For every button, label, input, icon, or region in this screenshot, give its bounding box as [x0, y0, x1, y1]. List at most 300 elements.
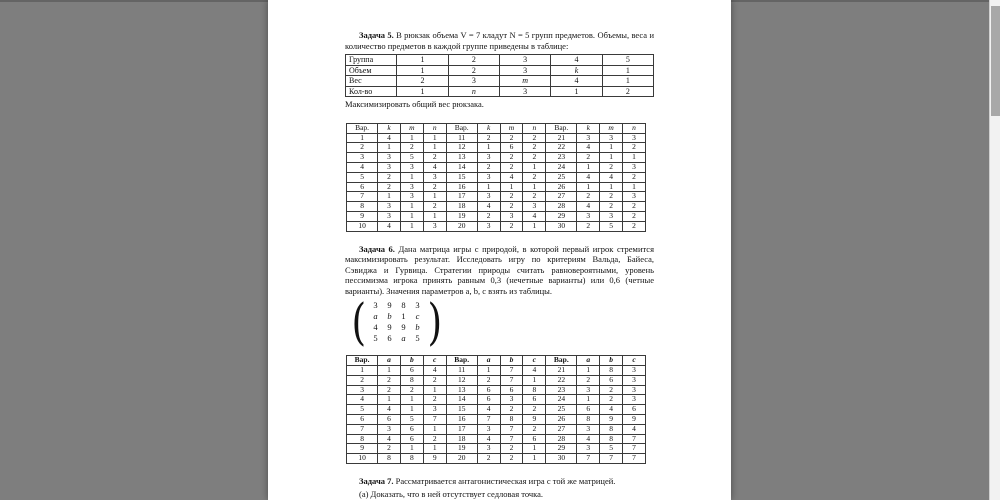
table-cell: 7: [500, 434, 523, 444]
table-header-row: [347, 123, 646, 133]
table-cell: 4: [577, 143, 600, 153]
table-cell: 8: [523, 385, 546, 395]
table-cell: 2: [378, 375, 401, 385]
table-cell: c: [623, 356, 646, 366]
table-cell: 1: [623, 153, 646, 163]
scrollbar-thumb[interactable]: [991, 6, 1000, 116]
table-cell: 2: [623, 172, 646, 182]
table-cell: 4: [500, 172, 523, 182]
table-cell: Вар.: [347, 123, 378, 133]
table-cell: 2: [600, 385, 623, 395]
table-cell: 2: [523, 424, 546, 434]
table-cell: 3: [477, 172, 500, 182]
table-cell: 17: [446, 424, 477, 434]
table-cell: 7: [347, 192, 378, 202]
table-cell: 8: [500, 414, 523, 424]
table-cell: 28: [546, 202, 577, 212]
table-cell: 2: [523, 153, 546, 163]
table-cell: 1: [600, 182, 623, 192]
table-cell: 2: [577, 192, 600, 202]
table-header-row: [347, 356, 646, 366]
table-cell: 2: [423, 182, 446, 192]
table-cell: 9: [623, 414, 646, 424]
table-cell: 7: [623, 434, 646, 444]
table-cell: 3: [577, 424, 600, 434]
table-cell: 2: [623, 221, 646, 231]
matrix-left-paren: (: [351, 293, 367, 352]
table-cell: 20: [446, 454, 477, 464]
table-cell: 6: [623, 405, 646, 415]
table-cell: 3: [577, 212, 600, 222]
table-cell: 8: [600, 424, 623, 434]
table-cell: 1: [602, 65, 653, 76]
table-cell: 26: [546, 182, 577, 192]
table-row: [347, 153, 646, 163]
table-cell: 9: [387, 300, 392, 311]
table-cell: 4: [600, 172, 623, 182]
table-row: [347, 172, 646, 182]
table-cell: 30: [546, 454, 577, 464]
table-cell: 1: [423, 385, 446, 395]
table-cell: 29: [546, 444, 577, 454]
table-cell: 2: [500, 454, 523, 464]
task6-paragraph: [345, 244, 654, 297]
table-cell: 3: [600, 212, 623, 222]
table-cell: 6: [400, 365, 423, 375]
table-cell: 1: [423, 133, 446, 143]
table-cell: 12: [446, 375, 477, 385]
table-cell: 6: [500, 385, 523, 395]
table-row: [347, 143, 646, 153]
table-cell: 5: [347, 172, 378, 182]
table-cell: 18: [446, 434, 477, 444]
table-row: [346, 65, 654, 76]
matrix-right-paren: ): [426, 293, 442, 352]
table-row: [347, 414, 646, 424]
table-row: [347, 365, 646, 375]
table-cell: 3: [477, 444, 500, 454]
table-cell: 3: [623, 365, 646, 375]
table-cell: 4: [600, 405, 623, 415]
table-cell: 3: [378, 212, 401, 222]
table-cell: k: [577, 123, 600, 133]
table-cell: 21: [546, 133, 577, 143]
table-cell: 1: [500, 182, 523, 192]
table-cell: 9: [347, 444, 378, 454]
table-cell: 5: [400, 153, 423, 163]
table-cell: 9: [387, 322, 392, 333]
table-cell: 2: [623, 212, 646, 222]
table-cell: 7: [500, 424, 523, 434]
table-cell: 6: [400, 424, 423, 434]
table-cell: 11: [446, 365, 477, 375]
table-cell: 30: [546, 221, 577, 231]
table-row: [369, 322, 425, 333]
table-cell: 19: [446, 444, 477, 454]
table-cell: 3: [477, 221, 500, 231]
table-cell: 1: [423, 192, 446, 202]
table-cell: 15: [446, 172, 477, 182]
table-cell: 1: [523, 163, 546, 173]
table-cell: a: [378, 356, 401, 366]
table-cell: 4: [551, 76, 602, 87]
table-cell: 5: [415, 333, 420, 344]
table-cell: Кол-во: [346, 86, 397, 97]
table-cell: 2: [500, 153, 523, 163]
task5-paragraph: [345, 30, 654, 51]
table-cell: 29: [546, 212, 577, 222]
table-cell: 7: [623, 454, 646, 464]
table-cell: 4: [577, 434, 600, 444]
table-cell: m: [600, 123, 623, 133]
table-cell: 19: [446, 212, 477, 222]
table-row: [347, 133, 646, 143]
table-cell: 1: [400, 395, 423, 405]
table-cell: 2: [477, 375, 500, 385]
table-cell: 2: [477, 133, 500, 143]
table-cell: b: [600, 356, 623, 366]
table-cell: 8: [577, 414, 600, 424]
table-cell: 2: [423, 395, 446, 405]
table-cell: 2: [477, 212, 500, 222]
table-cell: 2: [423, 202, 446, 212]
table-cell: 4: [347, 163, 378, 173]
table-cell: 1: [423, 143, 446, 153]
table-cell: 4: [378, 434, 401, 444]
table-cell: 7: [347, 424, 378, 434]
table-row: [347, 405, 646, 415]
table-cell: 9: [347, 212, 378, 222]
table-cell: 4: [577, 172, 600, 182]
table-cell: 1: [577, 365, 600, 375]
task5-footer: Максимизировать общий вес рюкзака.: [345, 99, 484, 110]
table-cell: 7: [577, 454, 600, 464]
table-cell: 2: [500, 221, 523, 231]
table-cell: 5: [602, 55, 653, 66]
table-cell: 2: [423, 375, 446, 385]
table-cell: 24: [546, 395, 577, 405]
table-cell: Вар.: [546, 356, 577, 366]
table-cell: 2: [397, 76, 448, 87]
table-cell: 6: [387, 333, 392, 344]
table-cell: m: [499, 76, 550, 87]
table-cell: 2: [600, 192, 623, 202]
table-cell: 2: [623, 143, 646, 153]
table-cell: a: [577, 356, 600, 366]
table-cell: 2: [378, 385, 401, 395]
table-cell: 28: [546, 434, 577, 444]
table-cell: 6: [477, 395, 500, 405]
table-cell: 3: [378, 153, 401, 163]
table-cell: 2: [577, 153, 600, 163]
table-cell: 2: [347, 143, 378, 153]
table-cell: 25: [546, 405, 577, 415]
table-cell: 8: [347, 202, 378, 212]
table-cell: k: [477, 123, 500, 133]
table-cell: 20: [446, 221, 477, 231]
table-row: [347, 182, 646, 192]
table-row: [347, 385, 646, 395]
table-cell: 5: [600, 444, 623, 454]
table-cell: 1: [600, 153, 623, 163]
table-cell: c: [423, 356, 446, 366]
table-cell: 1: [397, 65, 448, 76]
table-cell: 3: [378, 163, 401, 173]
table-cell: 3: [499, 65, 550, 76]
table-cell: 3: [423, 405, 446, 415]
table-cell: 3: [623, 163, 646, 173]
table-cell: 6: [577, 405, 600, 415]
table-cell: 2: [477, 163, 500, 173]
table-cell: 23: [546, 385, 577, 395]
table-cell: 3: [373, 300, 378, 311]
table-cell: 3: [499, 55, 550, 66]
table-cell: 2: [523, 192, 546, 202]
table-cell: Вар.: [546, 123, 577, 133]
document-page: [268, 0, 731, 500]
matrix-values: [369, 300, 425, 344]
table-cell: 2: [523, 143, 546, 153]
table-cell: 8: [600, 434, 623, 444]
table-cell: c: [523, 356, 546, 366]
table-cell: 1: [423, 424, 446, 434]
table-cell: 1: [477, 143, 500, 153]
table-cell: 7: [623, 444, 646, 454]
table-cell: 3: [500, 395, 523, 405]
table-row: [347, 424, 646, 434]
table-cell: 1: [378, 365, 401, 375]
table-cell: 3: [477, 424, 500, 434]
table-cell: 26: [546, 414, 577, 424]
table-cell: 2: [602, 86, 653, 97]
table-cell: 21: [546, 365, 577, 375]
table-row: [346, 55, 654, 66]
table-cell: 25: [546, 172, 577, 182]
table-cell: 3: [577, 444, 600, 454]
table-cell: 3: [448, 76, 499, 87]
task7-subitem-a: (а) Доказать, что в ней отсутствует седловая точка.: [359, 489, 544, 500]
table-cell: 2: [523, 133, 546, 143]
table-cell: 4: [477, 202, 500, 212]
table-cell: 1: [347, 133, 378, 143]
table-cell: 1: [400, 212, 423, 222]
table-cell: 1: [378, 143, 401, 153]
table-cell: 16: [446, 182, 477, 192]
task5-variants-table: [346, 123, 646, 232]
table-cell: 2: [600, 202, 623, 212]
table-cell: 6: [378, 414, 401, 424]
table-cell: n: [623, 123, 646, 133]
table-row: [347, 163, 646, 173]
table-cell: 4: [423, 365, 446, 375]
table-cell: 1: [400, 221, 423, 231]
table-cell: 8: [347, 434, 378, 444]
table-cell: k: [551, 65, 602, 76]
table-cell: 2: [423, 434, 446, 444]
table-cell: 8: [400, 375, 423, 385]
table-cell: 8: [401, 300, 406, 311]
table-cell: 2: [577, 375, 600, 385]
table-cell: 1: [523, 444, 546, 454]
table-cell: b: [400, 356, 423, 366]
table-cell: 13: [446, 153, 477, 163]
table-cell: 7: [500, 375, 523, 385]
table-cell: 10: [347, 221, 378, 231]
table-cell: b: [415, 322, 420, 333]
table-cell: 1: [523, 182, 546, 192]
table-cell: 3: [623, 192, 646, 202]
table-cell: 6: [600, 375, 623, 385]
table-cell: 2: [400, 143, 423, 153]
table-cell: 14: [446, 395, 477, 405]
table-cell: 22: [546, 143, 577, 153]
table-cell: 14: [446, 163, 477, 173]
table-cell: 2: [523, 405, 546, 415]
table-cell: 1: [523, 221, 546, 231]
table-cell: 3: [600, 133, 623, 143]
table-cell: 3: [623, 395, 646, 405]
table-cell: 3: [523, 202, 546, 212]
table-cell: 6: [500, 143, 523, 153]
table-cell: 3: [347, 153, 378, 163]
task7-text: Рассматривается антагонистическая игра с той же матрицей.: [393, 475, 616, 486]
table-cell: m: [500, 123, 523, 133]
table-cell: 4: [373, 322, 378, 333]
table-cell: 11: [446, 133, 477, 143]
task5-text: В рюкзак объема V = 7 кладут N = 5 групп предметов. Объемы, веса и количество предметов в каждой группе приведены в таблице:: [345, 30, 654, 51]
table-cell: 1: [423, 212, 446, 222]
table-cell: 2: [623, 202, 646, 212]
table-cell: 8: [600, 365, 623, 375]
table-cell: a: [373, 311, 378, 322]
table-cell: 7: [477, 414, 500, 424]
table-cell: 2: [600, 163, 623, 173]
table-cell: 1: [401, 311, 406, 322]
table-cell: 2: [500, 133, 523, 143]
table-cell: 7: [423, 414, 446, 424]
table-row: [347, 192, 646, 202]
table-cell: 5: [373, 333, 378, 344]
table-cell: 3: [415, 300, 420, 311]
table-cell: 2: [423, 153, 446, 163]
table-cell: 9: [423, 454, 446, 464]
table-cell: 9: [401, 322, 406, 333]
table-cell: 5: [600, 221, 623, 231]
table-row: [347, 444, 646, 454]
table-cell: 15: [446, 405, 477, 415]
table-cell: 3: [378, 424, 401, 434]
table-cell: 2: [378, 172, 401, 182]
table-cell: 6: [347, 414, 378, 424]
table-cell: 2: [500, 405, 523, 415]
table-cell: 3: [623, 133, 646, 143]
table-cell: 3: [623, 385, 646, 395]
task5-label: Задача 5.: [359, 30, 394, 40]
table-cell: 3: [400, 192, 423, 202]
table-cell: 4: [378, 221, 401, 231]
table-cell: 10: [347, 454, 378, 464]
table-cell: 2: [600, 395, 623, 405]
table-cell: 1: [600, 143, 623, 153]
table-cell: 24: [546, 163, 577, 173]
table-cell: c: [415, 311, 420, 322]
scrollbar-track[interactable]: [989, 0, 1000, 500]
table-cell: 3: [577, 385, 600, 395]
task6-text: Дана матрица игры с природой, в которой первый игрок стремится максимизировать результат. Исследовать игру по критериям Вальда, Байеса, Сэвиджа и Гурвица. Стратегии природы считать равновероятными, уровень пессимизма игрока принять равным 0,3 (нечетные варианты) или 0,6 (четные варианты). Значения параметров a, b, c взять из таблицы.: [345, 243, 654, 296]
table-cell: 2: [523, 172, 546, 182]
table-cell: 3: [423, 172, 446, 182]
table-cell: 1: [523, 375, 546, 385]
table-row: [369, 311, 425, 322]
table-cell: n: [423, 123, 446, 133]
table-cell: 2: [500, 444, 523, 454]
table-row: [347, 375, 646, 385]
table-cell: 3: [477, 153, 500, 163]
table-cell: 1: [347, 365, 378, 375]
table-cell: 6: [400, 434, 423, 444]
table-cell: 3: [477, 192, 500, 202]
task6-label: Задача 6.: [359, 243, 395, 254]
table-cell: 6: [523, 395, 546, 405]
task5-parameters-table: [345, 54, 654, 97]
table-cell: 8: [400, 454, 423, 464]
table-cell: Вар.: [347, 356, 378, 366]
table-cell: 4: [477, 434, 500, 444]
table-cell: 23: [546, 153, 577, 163]
table-cell: 1: [400, 172, 423, 182]
table-cell: 8: [378, 454, 401, 464]
task7-label: Задача 7.: [359, 475, 394, 486]
table-row: [346, 76, 654, 87]
table-cell: 1: [623, 182, 646, 192]
table-cell: 3: [378, 202, 401, 212]
table-cell: 4: [523, 365, 546, 375]
table-cell: 3: [400, 182, 423, 192]
table-cell: 2: [448, 55, 499, 66]
table-cell: m: [400, 123, 423, 133]
table-cell: 5: [347, 405, 378, 415]
table-cell: 18: [446, 202, 477, 212]
table-cell: 4: [623, 424, 646, 434]
table-cell: 1: [378, 192, 401, 202]
table-cell: 9: [600, 414, 623, 424]
table-cell: 12: [446, 143, 477, 153]
table-cell: 2: [500, 202, 523, 212]
table-cell: 1: [423, 444, 446, 454]
table-cell: 22: [546, 375, 577, 385]
table-cell: 2: [400, 385, 423, 395]
table-cell: 2: [448, 65, 499, 76]
table-cell: 2: [378, 182, 401, 192]
table-cell: 16: [446, 414, 477, 424]
table-cell: a: [401, 333, 406, 344]
table-cell: 6: [523, 434, 546, 444]
table-cell: 3: [423, 221, 446, 231]
table-cell: 9: [523, 414, 546, 424]
task6-variants-table: [346, 355, 646, 464]
table-row: [369, 333, 425, 344]
table-cell: 2: [347, 375, 378, 385]
table-cell: 1: [551, 86, 602, 97]
table-row: [369, 300, 425, 311]
table-cell: 3: [577, 133, 600, 143]
table-cell: 1: [400, 202, 423, 212]
table-cell: 3: [499, 86, 550, 97]
table-cell: 4: [551, 55, 602, 66]
table-cell: 1: [577, 163, 600, 173]
table-row: [347, 202, 646, 212]
table-cell: 1: [400, 133, 423, 143]
